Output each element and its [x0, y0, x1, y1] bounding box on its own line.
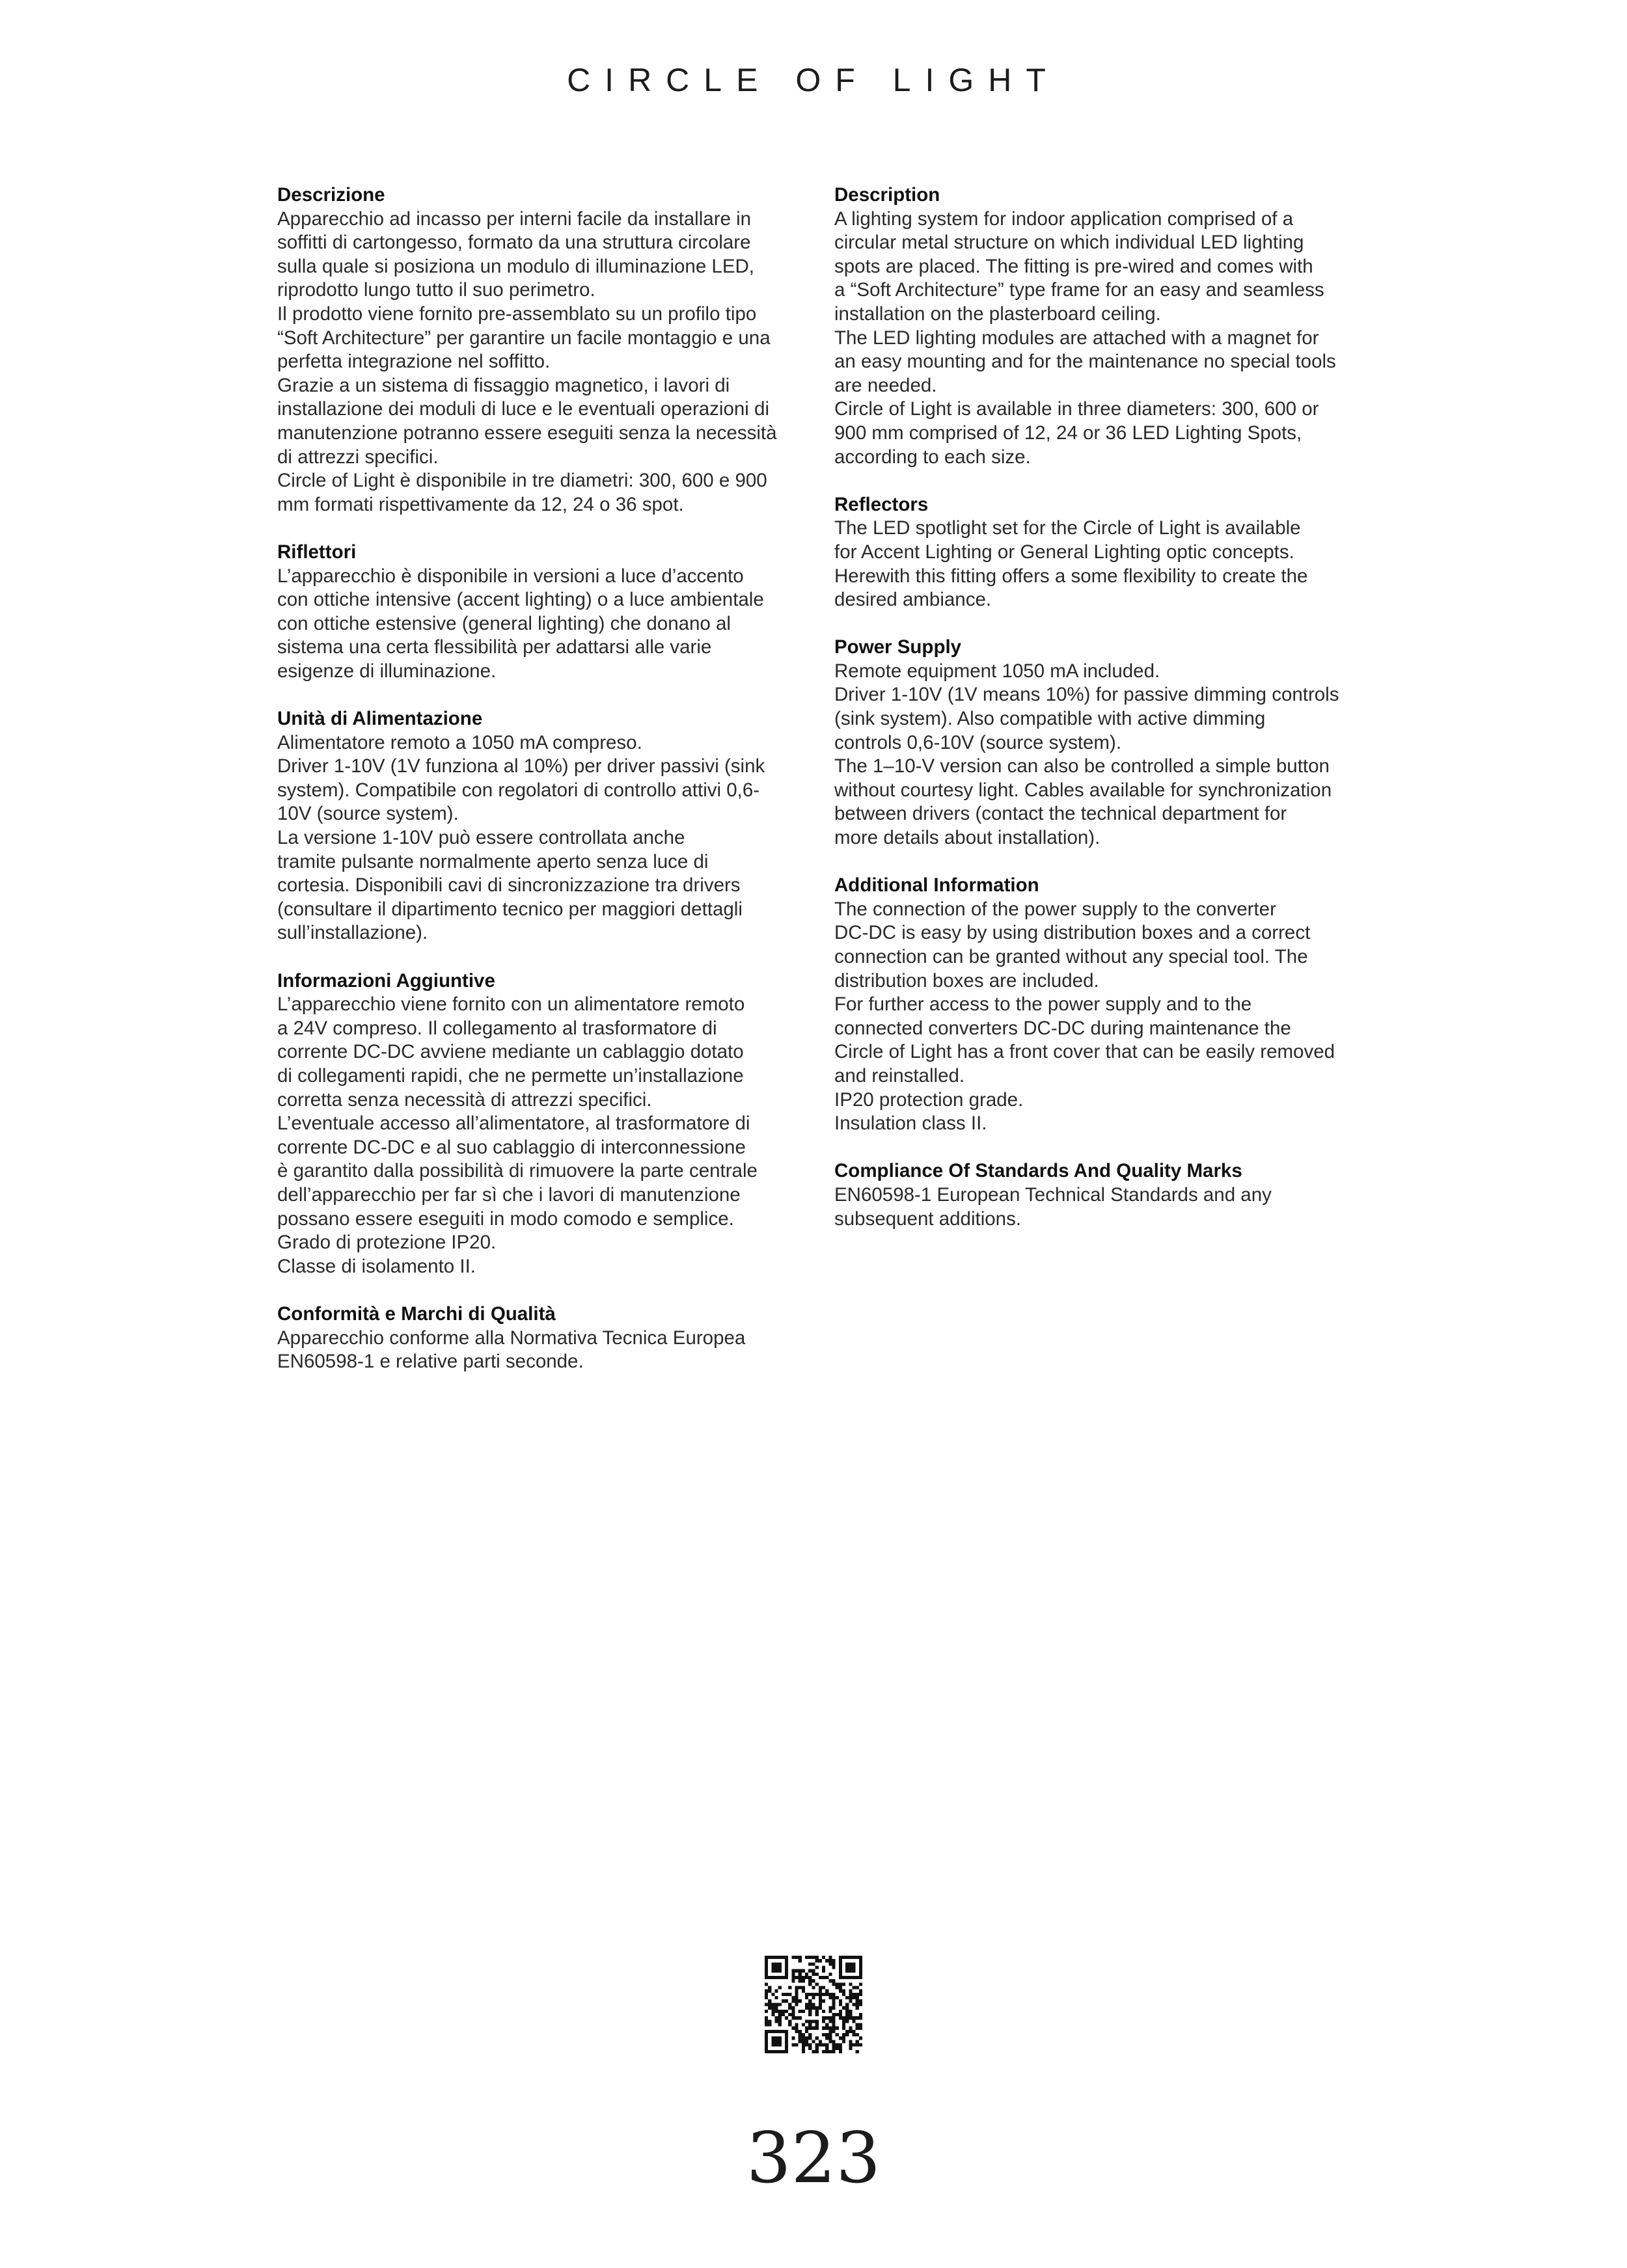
section-heading: Reflectors — [834, 493, 929, 515]
section — [834, 183, 1355, 469]
body-line: Remote equipment 1050 mA included. — [834, 660, 1160, 682]
body-line: manutenzione potranno essere eseguiti senza la necessità — [277, 422, 777, 444]
section — [277, 707, 798, 945]
body-line: an easy mounting and for the maintenance no special tools — [834, 351, 1336, 373]
english-column — [834, 183, 1355, 1255]
body-line: Il prodotto viene fornito pre-assemblato su un profilo tipo — [277, 303, 757, 325]
italian-column — [277, 183, 798, 1397]
body-line: system). Compatibile con regolatori di controllo attivi 0,6- — [277, 779, 760, 801]
body-line: tramite pulsante normalmente aperto senza luce di — [277, 850, 709, 872]
body-line: a “Soft Architecture” type frame for an easy and seamless — [834, 279, 1324, 301]
body-line: possano essere eseguiti in modo comodo e semplice. — [277, 1208, 734, 1230]
body-line: dell’apparecchio per far sì che i lavori di manutenzione — [277, 1183, 741, 1206]
body-line: EN60598-1 e relative parti seconde. — [277, 1351, 584, 1373]
section — [277, 183, 798, 517]
body-line: connection can be granted without any special tool. The — [834, 946, 1308, 967]
body-line: IP20 protection grade. — [834, 1088, 1024, 1111]
body-line: mm formati rispettivamente da 12, 24 o 36 spot. — [277, 493, 684, 515]
body-line: Classe di isolamento II. — [277, 1255, 476, 1277]
body-line: Driver 1-10V (1V means 10%) for passive dimming controls — [834, 684, 1339, 706]
section — [834, 874, 1355, 1136]
body-line: A lighting system for indoor application comprised of a — [834, 208, 1294, 230]
body-line: è garantito dalla possibilità di rimuovere la parte centrale — [277, 1160, 758, 1182]
body-line: riprodotto lungo tutto il suo perimetro. — [277, 279, 595, 301]
body-line: La versione 1-10V può essere controllata anche — [277, 827, 685, 849]
body-line: Grado di protezione IP20. — [277, 1232, 497, 1254]
body-line: The LED lighting modules are attached with a magnet for — [834, 327, 1319, 349]
body-line: di collegamenti rapidi, che ne permette un’installazione — [277, 1064, 744, 1087]
body-line: The LED spotlight set for the Circle of Light is available — [834, 517, 1301, 539]
body-line: circular metal structure on which individual LED lighting — [834, 232, 1304, 254]
body-line: Apparecchio ad incasso per interni facile da installare in — [277, 208, 752, 230]
section-heading: Conformità e Marchi di Qualità — [277, 1303, 556, 1325]
body-line: desired ambiance. — [834, 589, 992, 611]
body-line: for Accent Lighting or General Lighting optic concepts. — [834, 541, 1294, 563]
body-line: and reinstalled. — [834, 1064, 965, 1087]
body-line: Circle of Light is available in three diameters: 300, 600 or — [834, 398, 1319, 420]
body-line: distribution boxes are included. — [834, 969, 1099, 992]
section — [277, 1303, 798, 1374]
body-line: Apparecchio conforme alla Normativa Tecnica Europea — [277, 1327, 746, 1349]
body-line: connected converters DC-DC during maintenance the — [834, 1017, 1291, 1039]
body-line: corrente DC-DC e al suo cablaggio di interconnessione — [277, 1136, 746, 1158]
body-line: “Soft Architecture” per garantire un facile montaggio e una — [277, 327, 771, 349]
body-line: sull’installazione). — [277, 922, 428, 944]
section-heading: Informazioni Aggiuntive — [277, 969, 495, 992]
page-title: CIRCLE OF LIGHT — [567, 62, 1060, 98]
body-line: spots are placed. The fitting is pre-wired and comes with — [834, 255, 1313, 277]
body-line: a 24V compreso. Il collegamento al trasformatore di — [277, 1017, 717, 1039]
section — [834, 1159, 1355, 1231]
section-heading: Power Supply — [834, 636, 962, 658]
body-line: L’apparecchio è disponibile in versioni a luce d’accento — [277, 565, 744, 587]
body-line: The connection of the power supply to the converter — [834, 898, 1276, 920]
body-line: Herewith this fitting offers a some flexibility to create the — [834, 565, 1308, 587]
body-line: (consultare il dipartimento tecnico per maggiori dettagli — [277, 898, 743, 920]
body-line: Circle of Light has a front cover that can be easily removed — [834, 1041, 1335, 1063]
page-number: 323 — [746, 2118, 881, 2199]
section — [834, 636, 1355, 850]
body-line: subsequent additions. — [834, 1208, 1022, 1230]
body-line: Alimentatore remoto a 1050 mA compreso. — [277, 731, 642, 753]
qr-code-icon[interactable] — [765, 1956, 862, 2053]
section-heading: Compliance Of Standards And Quality Marks — [834, 1160, 1242, 1182]
body-line: corrente DC-DC avviene mediante un cablaggio dotato — [277, 1041, 744, 1063]
body-line: sulla quale si posiziona un modulo di illuminazione LED, — [277, 255, 755, 277]
body-line: con ottiche estensive (general lighting) che donano al — [277, 612, 731, 634]
section — [277, 969, 798, 1279]
body-line: corretta senza necessità di attrezzi specifici. — [277, 1088, 652, 1111]
body-line: di attrezzi specifici. — [277, 446, 439, 468]
body-line: controls 0,6-10V (source system). — [834, 731, 1122, 753]
body-line: according to each size. — [834, 446, 1031, 468]
body-line: Grazie a un sistema di fissaggio magnetico, i lavori di — [277, 374, 730, 396]
body-line: sistema una certa flessibilità per adattarsi alle varie — [277, 636, 712, 658]
body-line: (sink system). Also compatible with active dimming — [834, 708, 1266, 730]
section-heading: Additional Information — [834, 874, 1039, 897]
body-line: Circle of Light è disponibile in tre diametri: 300, 600 e 900 — [277, 470, 767, 492]
section-heading: Description — [834, 184, 940, 206]
section — [277, 541, 798, 684]
body-line: perfetta integrazione nel soffitto. — [277, 351, 551, 373]
body-line: installazione dei moduli di luce e le eventuali operazioni di — [277, 398, 769, 420]
section-heading: Unità di Alimentazione — [277, 708, 483, 730]
body-line: L’apparecchio viene fornito con un alimentatore remoto — [277, 993, 745, 1016]
section-heading: Descrizione — [277, 184, 385, 206]
body-line: soffitti di cartongesso, formato da una struttura circolare — [277, 232, 751, 254]
body-line: The 1–10-V version can also be controlled a simple button — [834, 755, 1330, 777]
body-line: For further access to the power supply and to the — [834, 993, 1252, 1016]
body-line: installation on the plasterboard ceiling. — [834, 303, 1161, 325]
body-line: more details about installation). — [834, 827, 1101, 849]
body-line: 900 mm comprised of 12, 24 or 36 LED Lighting Spots, — [834, 422, 1302, 444]
body-line: cortesia. Disponibili cavi di sincronizzazione tra drivers — [277, 874, 741, 897]
body-line: L’eventuale accesso all’alimentatore, al trasformatore di — [277, 1113, 750, 1135]
body-line: are needed. — [834, 374, 937, 396]
body-line: between drivers (contact the technical department for — [834, 803, 1287, 825]
body-line: esigenze di illuminazione. — [277, 660, 497, 682]
body-line: con ottiche intensive (accent lighting) o a luce ambientale — [277, 589, 764, 611]
body-line: without courtesy light. Cables available for synchronization — [834, 779, 1332, 801]
body-line: 10V (source system). — [277, 803, 459, 825]
body-line: Driver 1-10V (1V funziona al 10%) per driver passivi (sink — [277, 755, 765, 777]
body-line: DC-DC is easy by using distribution boxes and a correct — [834, 922, 1311, 944]
section — [834, 493, 1355, 612]
body-line: Insulation class II. — [834, 1113, 987, 1135]
body-line: EN60598-1 European Technical Standards and any — [834, 1183, 1272, 1206]
section-heading: Riflettori — [277, 541, 357, 563]
